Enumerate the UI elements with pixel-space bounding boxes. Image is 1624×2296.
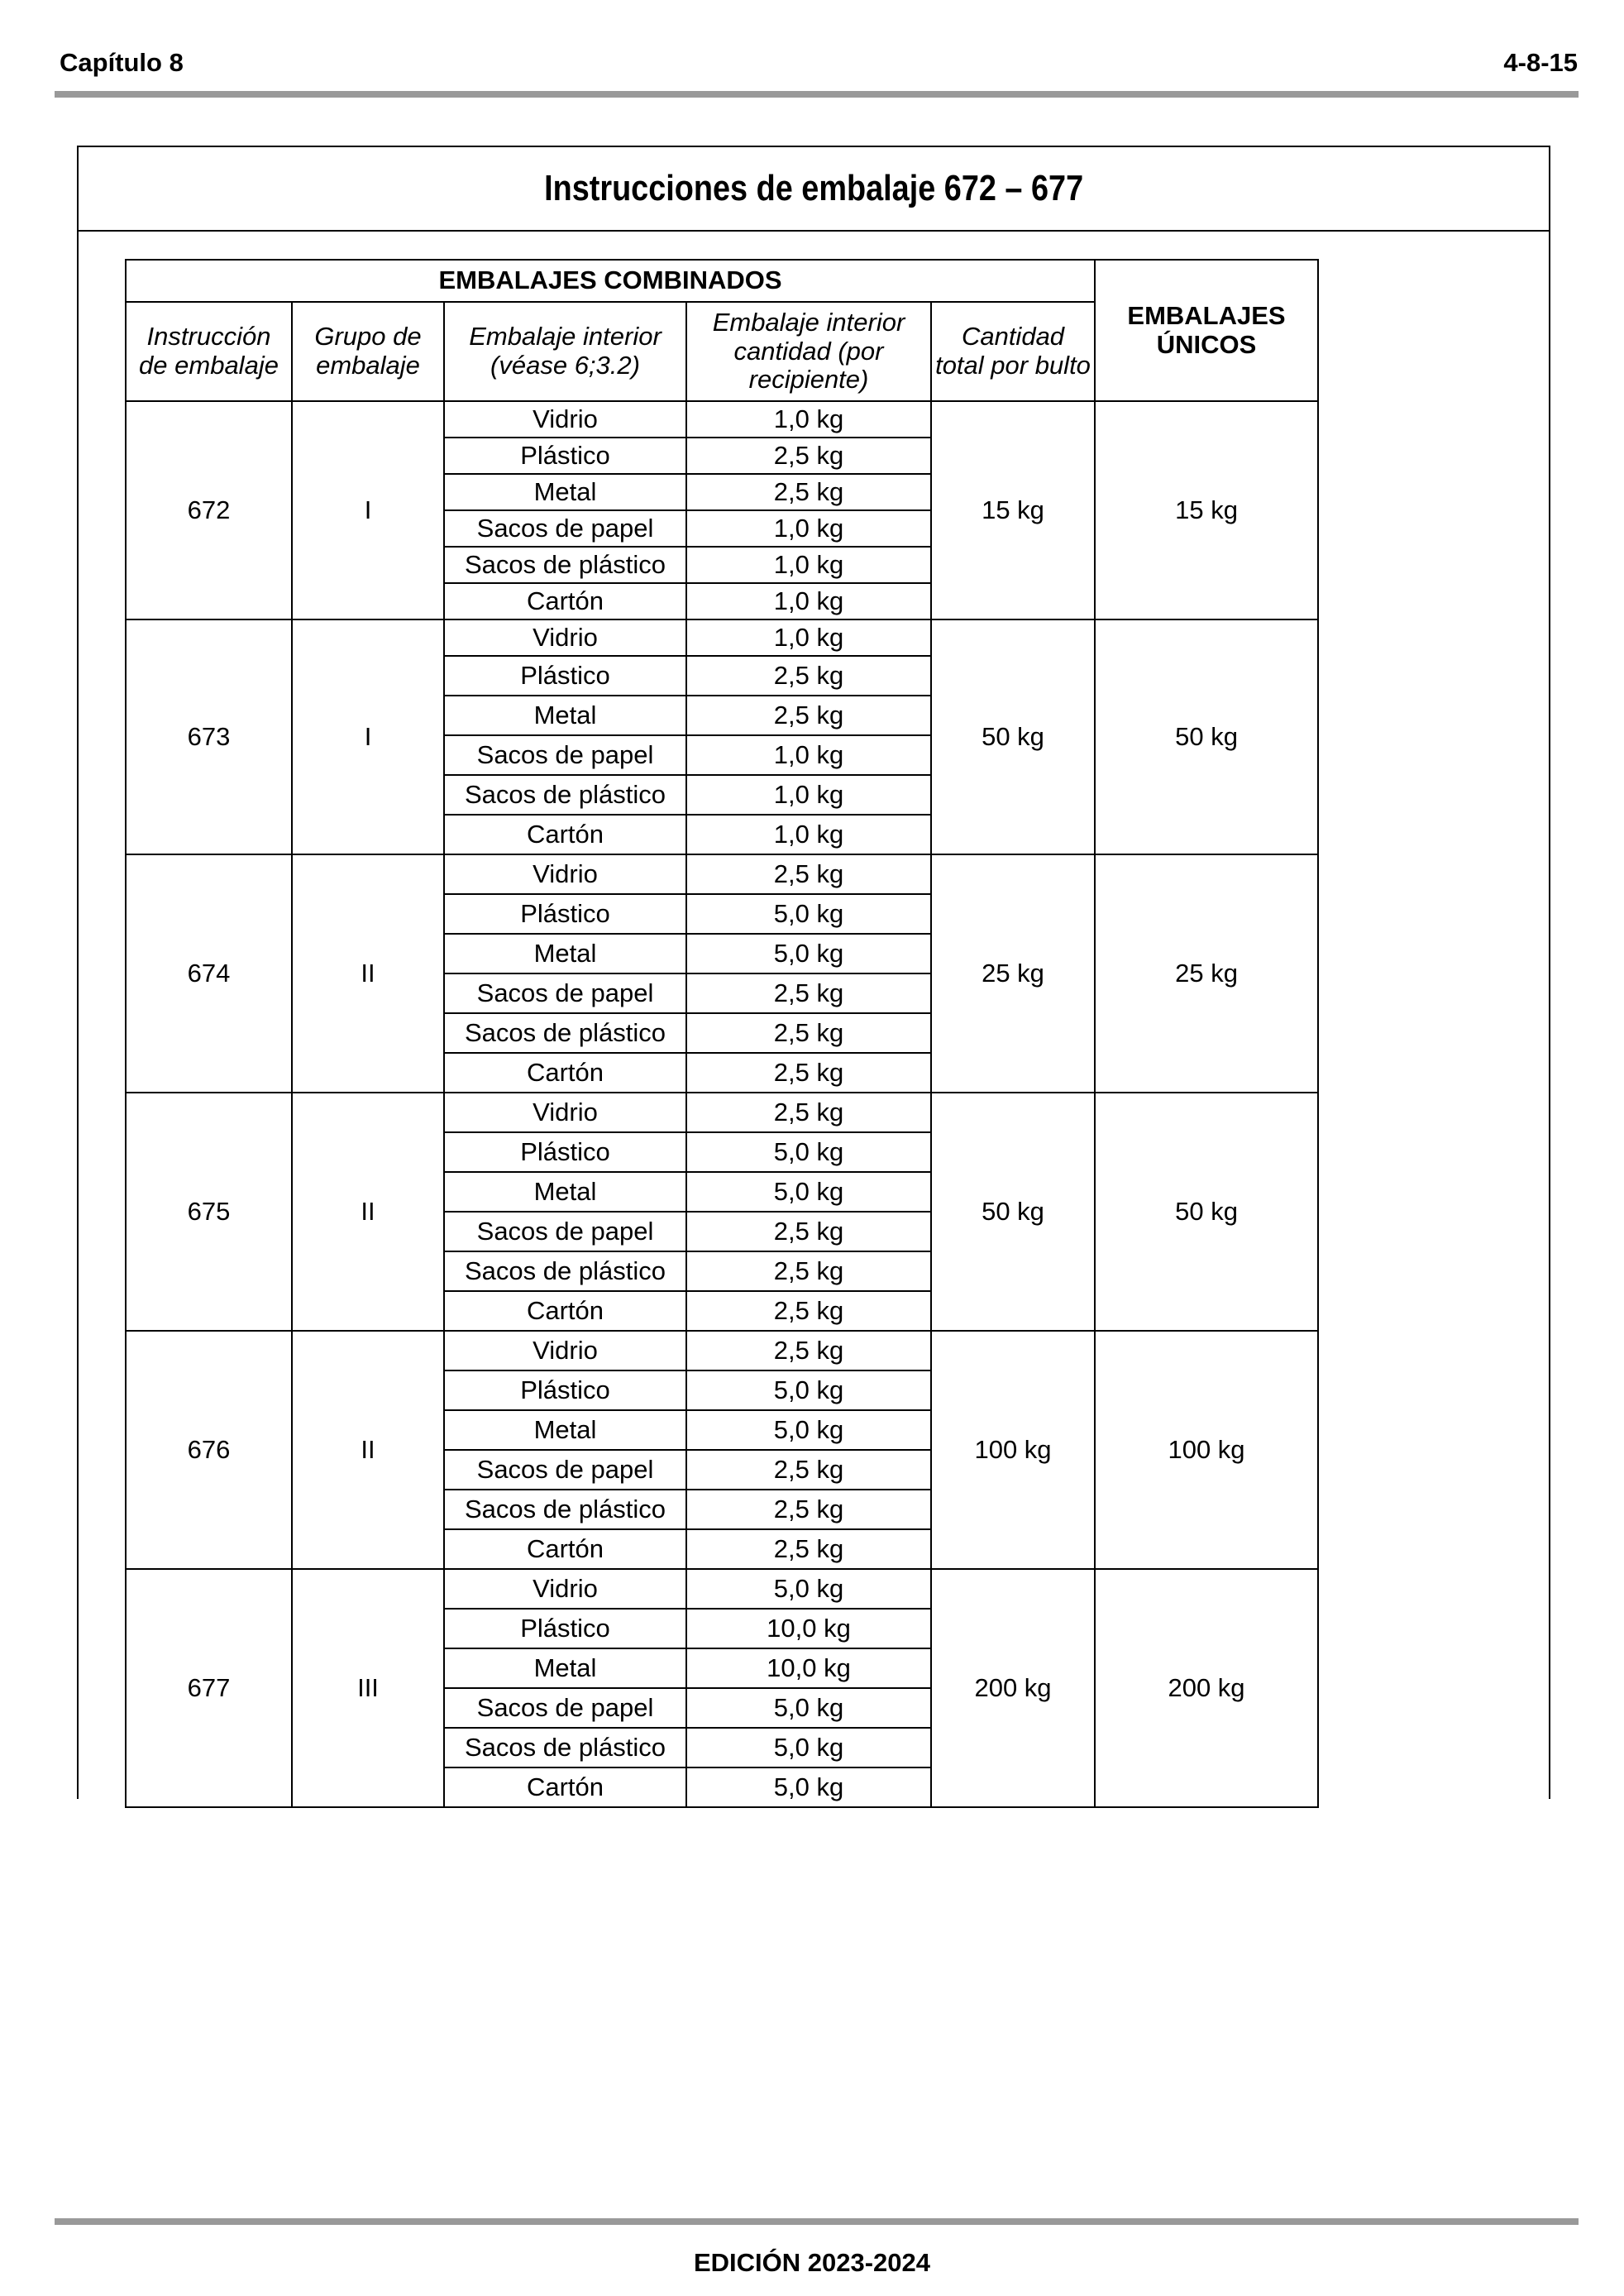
inner-packaging-cell: Sacos de papel — [444, 735, 686, 775]
group-cell: I — [292, 401, 444, 619]
inner-qty-cell: 2,5 kg — [686, 1450, 931, 1490]
inner-qty-cell: 5,0 kg — [686, 1370, 931, 1410]
table-row — [126, 401, 1318, 438]
inner-qty-cell: 2,5 kg — [686, 854, 931, 894]
inner-qty-cell: 1,0 kg — [686, 510, 931, 547]
inner-packaging-cell: Sacos de plástico — [444, 775, 686, 815]
inner-packaging-cell: Plástico — [444, 1370, 686, 1410]
inner-packaging-cell: Metal — [444, 474, 686, 510]
group-cell: II — [292, 1093, 444, 1331]
total-qty-cell: 25 kg — [931, 854, 1095, 1093]
total-qty-cell: 15 kg — [931, 401, 1095, 619]
inner-qty-cell: 2,5 kg — [686, 1013, 931, 1053]
col-group: Grupo de embalaje — [292, 302, 444, 401]
instruction-cell: 677 — [126, 1569, 292, 1807]
inner-qty-cell: 2,5 kg — [686, 973, 931, 1013]
inner-packaging-cell: Vidrio — [444, 1569, 686, 1609]
group-cell: III — [292, 1569, 444, 1807]
inner-qty-cell: 2,5 kg — [686, 438, 931, 474]
inner-qty-cell: 2,5 kg — [686, 656, 931, 696]
inner-packaging-cell: Vidrio — [444, 1331, 686, 1370]
table-row — [126, 619, 1318, 656]
inner-packaging-cell: Cartón — [444, 1767, 686, 1807]
total-qty-cell: 50 kg — [931, 1093, 1095, 1331]
inner-packaging-cell: Plástico — [444, 438, 686, 474]
inner-packaging-cell: Cartón — [444, 583, 686, 619]
col-inner: Embalaje interior (véase 6;3.2) — [444, 302, 686, 401]
inner-packaging-cell: Sacos de plástico — [444, 1490, 686, 1529]
inner-packaging-cell: Sacos de papel — [444, 1688, 686, 1728]
inner-packaging-cell: Sacos de papel — [444, 1450, 686, 1490]
inner-packaging-cell: Cartón — [444, 1291, 686, 1331]
inner-qty-cell: 2,5 kg — [686, 474, 931, 510]
chapter-label: Capítulo 8 — [60, 48, 184, 77]
inner-qty-cell: 2,5 kg — [686, 696, 931, 735]
inner-qty-cell: 1,0 kg — [686, 619, 931, 656]
inner-qty-cell: 1,0 kg — [686, 775, 931, 815]
inner-packaging-cell: Sacos de plástico — [444, 1251, 686, 1291]
single-packaging-cell: 100 kg — [1095, 1331, 1318, 1569]
inner-packaging-cell: Metal — [444, 1410, 686, 1450]
inner-packaging-cell: Vidrio — [444, 401, 686, 438]
single-packaging-cell: 200 kg — [1095, 1569, 1318, 1807]
inner-qty-cell: 5,0 kg — [686, 894, 931, 934]
inner-qty-cell: 10,0 kg — [686, 1648, 931, 1688]
col-total: Cantidad total por bulto — [931, 302, 1095, 401]
col-instruction: Instrucción de embalaje — [126, 302, 292, 401]
inner-packaging-cell: Sacos de papel — [444, 1212, 686, 1251]
inner-packaging-cell: Cartón — [444, 1529, 686, 1569]
inner-qty-cell: 2,5 kg — [686, 1251, 931, 1291]
inner-packaging-cell: Sacos de papel — [444, 973, 686, 1013]
inner-packaging-cell: Metal — [444, 934, 686, 973]
inner-qty-cell: 5,0 kg — [686, 1410, 931, 1450]
single-packaging-cell: 50 kg — [1095, 619, 1318, 854]
inner-qty-cell: 2,5 kg — [686, 1291, 931, 1331]
single-packaging-cell: 25 kg — [1095, 854, 1318, 1093]
edition-label: EDICIÓN 2023-2024 — [693, 2248, 931, 2277]
inner-qty-cell: 1,0 kg — [686, 583, 931, 619]
inner-qty-cell: 1,0 kg — [686, 815, 931, 854]
instruction-cell: 675 — [126, 1093, 292, 1331]
inner-packaging-cell: Plástico — [444, 656, 686, 696]
title-band — [79, 147, 1549, 232]
combined-packaging-header: EMBALAJES COMBINADOS — [126, 260, 1095, 302]
inner-qty-cell: 10,0 kg — [686, 1609, 931, 1648]
inner-qty-cell: 5,0 kg — [686, 1569, 931, 1609]
inner-qty-cell: 5,0 kg — [686, 1172, 931, 1212]
inner-qty-cell: 2,5 kg — [686, 1212, 931, 1251]
inner-qty-cell: 2,5 kg — [686, 1490, 931, 1529]
inner-packaging-cell: Cartón — [444, 1053, 686, 1093]
inner-qty-cell: 5,0 kg — [686, 1132, 931, 1172]
inner-qty-cell: 5,0 kg — [686, 1767, 931, 1807]
inner-packaging-cell: Sacos de plástico — [444, 1728, 686, 1767]
inner-packaging-cell: Sacos de papel — [444, 510, 686, 547]
inner-qty-cell: 1,0 kg — [686, 735, 931, 775]
single-packaging-cell: 15 kg — [1095, 401, 1318, 619]
table-row — [126, 1093, 1318, 1132]
total-qty-cell: 100 kg — [931, 1331, 1095, 1569]
footer-rule — [55, 2218, 1579, 2225]
group-cell: II — [292, 1331, 444, 1569]
table-row — [126, 1569, 1318, 1609]
inner-packaging-cell: Sacos de plástico — [444, 1013, 686, 1053]
inner-qty-cell: 5,0 kg — [686, 1728, 931, 1767]
inner-qty-cell: 2,5 kg — [686, 1529, 931, 1569]
inner-packaging-cell: Metal — [444, 1172, 686, 1212]
group-cell: I — [292, 619, 444, 854]
inner-qty-cell: 1,0 kg — [686, 401, 931, 438]
instruction-cell: 676 — [126, 1331, 292, 1569]
inner-qty-cell: 2,5 kg — [686, 1331, 931, 1370]
inner-qty-cell: 5,0 kg — [686, 1688, 931, 1728]
table-row — [126, 1331, 1318, 1370]
instruction-cell: 673 — [126, 619, 292, 854]
page-title: Instrucciones de embalaje 672 – 677 — [543, 168, 1084, 208]
instruction-cell: 672 — [126, 401, 292, 619]
single-packaging-cell: 50 kg — [1095, 1093, 1318, 1331]
instruction-cell: 674 — [126, 854, 292, 1093]
page-number: 4-8-15 — [1503, 48, 1578, 77]
inner-packaging-cell: Vidrio — [444, 854, 686, 894]
inner-packaging-cell: Plástico — [444, 1609, 686, 1648]
group-cell: II — [292, 854, 444, 1093]
inner-qty-cell: 2,5 kg — [686, 1053, 931, 1093]
table-row — [126, 854, 1318, 894]
inner-packaging-cell: Vidrio — [444, 1093, 686, 1132]
inner-packaging-cell: Metal — [444, 1648, 686, 1688]
inner-packaging-cell: Vidrio — [444, 619, 686, 656]
packing-table — [125, 259, 1319, 1808]
inner-packaging-cell: Cartón — [444, 815, 686, 854]
inner-qty-cell: 5,0 kg — [686, 934, 931, 973]
inner-qty-cell: 2,5 kg — [686, 1093, 931, 1132]
total-qty-cell: 50 kg — [931, 619, 1095, 854]
inner-packaging-cell: Sacos de plástico — [444, 547, 686, 583]
single-packaging-header: EMBALAJES ÚNICOS — [1095, 260, 1318, 401]
header-rule — [55, 91, 1579, 98]
inner-packaging-cell: Plástico — [444, 1132, 686, 1172]
inner-packaging-cell: Plástico — [444, 894, 686, 934]
inner-packaging-cell: Metal — [444, 696, 686, 735]
col-inner-qty: Embalaje interior cantidad (por recipiente) — [686, 302, 931, 401]
total-qty-cell: 200 kg — [931, 1569, 1095, 1807]
inner-qty-cell: 1,0 kg — [686, 547, 931, 583]
